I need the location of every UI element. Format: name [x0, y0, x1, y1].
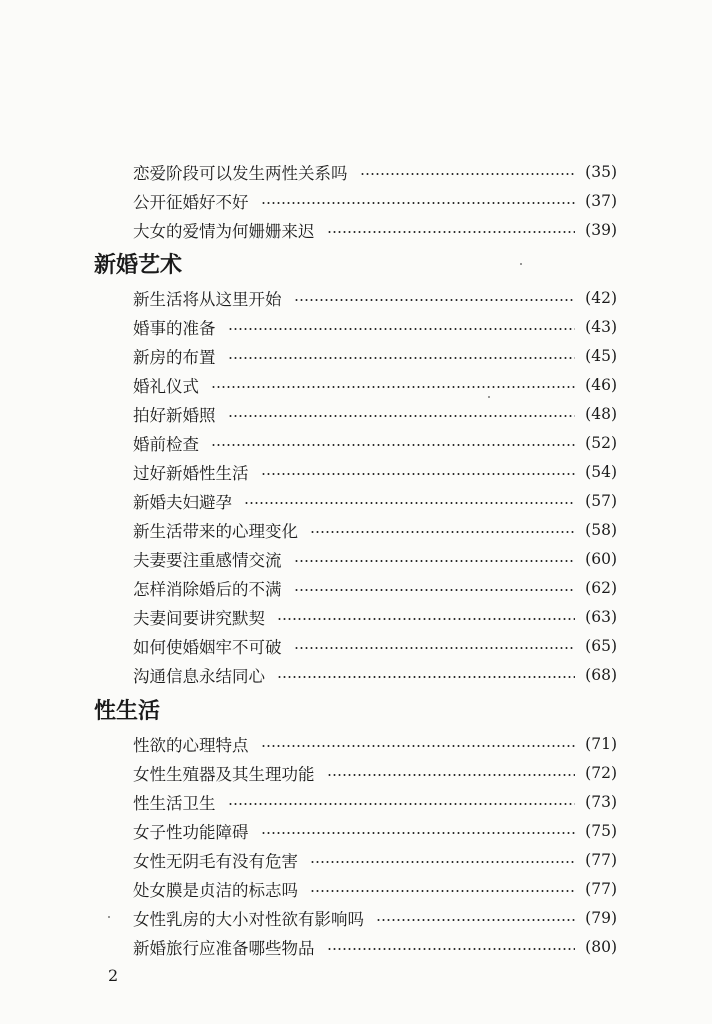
toc-entry-title: 女性生殖器及其生理功能 [133, 765, 315, 784]
toc-entry[interactable] [133, 604, 617, 630]
toc-entry[interactable] [133, 459, 617, 485]
toc-entry[interactable] [133, 789, 617, 815]
dot-leader [277, 676, 575, 678]
toc-entry[interactable] [133, 314, 617, 340]
scan-speck [520, 263, 522, 265]
toc-entry[interactable] [133, 934, 617, 960]
dot-leader [310, 531, 575, 533]
toc-entry[interactable] [133, 546, 617, 572]
toc-entry-title: 新生活带来的心理变化 [133, 522, 298, 541]
toc-entry-title: 新房的布置 [133, 348, 216, 367]
toc-entry[interactable] [133, 217, 617, 243]
toc-entry[interactable] [133, 575, 617, 601]
dot-leader [244, 502, 575, 504]
dot-leader [228, 357, 576, 359]
toc-entry[interactable] [133, 430, 617, 456]
dot-leader [228, 803, 576, 805]
toc-entry-title: 女性无阴毛有没有危害 [133, 852, 298, 871]
dot-leader [228, 328, 576, 330]
toc-entry[interactable] [133, 285, 617, 311]
toc-entry-title: 新婚夫妇避孕 [133, 493, 232, 512]
toc-entry-title: 新婚旅行应准备哪些物品 [133, 939, 315, 958]
dot-leader [211, 444, 575, 446]
toc-entry[interactable] [133, 401, 617, 427]
dot-leader [261, 473, 576, 475]
page-number: 2 [108, 966, 119, 985]
toc-entry-page: (77) [585, 851, 617, 869]
scan-speck [488, 396, 490, 398]
toc-entry-title: 过好新婚性生活 [133, 464, 249, 483]
toc-entry-title: 女性乳房的大小对性欲有影响吗 [133, 910, 364, 929]
toc-entry-page: (72) [585, 764, 617, 782]
toc-entry-page: (79) [585, 909, 617, 927]
toc-entry-title: 夫妻间要讲究默契 [133, 609, 265, 628]
toc-entry[interactable] [133, 662, 617, 688]
toc-entry-page: (35) [585, 163, 617, 181]
toc-entry[interactable] [133, 517, 617, 543]
toc-entry-page: (75) [585, 822, 617, 840]
toc-entry-title: 怎样消除婚后的不满 [133, 580, 282, 599]
toc-entry-title: 性生活卫生 [133, 794, 216, 813]
toc-entry-page: (60) [585, 550, 617, 568]
toc-entry-title: 恋爱阶段可以发生两性关系吗 [133, 164, 348, 183]
toc-entry-page: (54) [585, 463, 617, 481]
toc-entry[interactable] [133, 818, 617, 844]
dot-leader [211, 386, 575, 388]
toc-entry-page: (73) [585, 793, 617, 811]
toc-entry-page: (65) [585, 637, 617, 655]
dot-leader [294, 589, 576, 591]
toc-entry-page: (43) [585, 318, 617, 336]
toc-entry-title: 拍好新婚照 [133, 406, 216, 425]
dot-leader [277, 618, 575, 620]
toc-entry-page: (52) [585, 434, 617, 452]
dot-leader [360, 173, 576, 175]
toc-entry-page: (45) [585, 347, 617, 365]
toc-entry[interactable] [133, 488, 617, 514]
scan-speck [108, 916, 110, 918]
toc-entry-title: 如何使婚姻牢不可破 [133, 638, 282, 657]
toc-entry-title: 处女膜是贞洁的标志吗 [133, 881, 298, 900]
dot-leader [261, 832, 576, 834]
toc-entry[interactable] [133, 905, 617, 931]
toc-entry[interactable] [133, 343, 617, 369]
toc-entry-page: (46) [585, 376, 617, 394]
dot-leader [327, 774, 576, 776]
toc-entry-page: (80) [585, 938, 617, 956]
toc-entry[interactable] [133, 372, 617, 398]
dot-leader [327, 948, 576, 950]
toc-entry-page: (42) [585, 289, 617, 307]
toc-entry-page: (68) [585, 666, 617, 684]
toc-entry-page: (77) [585, 880, 617, 898]
toc-entry[interactable] [133, 847, 617, 873]
toc-entry-title: 沟通信息永结同心 [133, 667, 265, 686]
dot-leader [376, 919, 575, 921]
toc-entry-title: 公开征婚好不好 [133, 193, 249, 212]
toc-entry-page: (71) [585, 735, 617, 753]
toc-entry-title: 婚前检查 [133, 435, 199, 454]
toc-entry-title: 新生活将从这里开始 [133, 290, 282, 309]
toc-entry-page: (58) [585, 521, 617, 539]
toc-entry-page: (39) [585, 221, 617, 239]
dot-leader [327, 231, 576, 233]
toc-entry-title: 婚礼仪式 [133, 377, 199, 396]
toc-entry[interactable] [133, 159, 617, 185]
toc-entry[interactable] [133, 633, 617, 659]
dot-leader [228, 415, 576, 417]
toc-entry-page: (48) [585, 405, 617, 423]
dot-leader [261, 745, 576, 747]
toc-entry[interactable] [133, 876, 617, 902]
toc-entry-title: 婚事的准备 [133, 319, 216, 338]
toc-entry-page: (63) [585, 608, 617, 626]
dot-leader [261, 202, 576, 204]
toc-entry[interactable] [133, 731, 617, 757]
dot-leader [294, 647, 576, 649]
toc-entry-title: 女子性功能障碍 [133, 823, 249, 842]
section-heading: 新婚艺术 [94, 253, 183, 278]
toc-entry-title: 大女的爱情为何姗姗来迟 [133, 222, 315, 241]
dot-leader [310, 861, 575, 863]
toc-entry[interactable] [133, 188, 617, 214]
dot-leader [294, 560, 576, 562]
section-heading: 性生活 [94, 699, 161, 724]
toc-entry[interactable] [133, 760, 617, 786]
dot-leader [294, 299, 576, 301]
toc-entry-title: 性欲的心理特点 [133, 736, 249, 755]
toc-entry-page: (37) [585, 192, 617, 210]
toc-entry-page: (62) [585, 579, 617, 597]
toc-entry-title: 夫妻要注重感情交流 [133, 551, 282, 570]
dot-leader [310, 890, 575, 892]
toc-entry-page: (57) [585, 492, 617, 510]
